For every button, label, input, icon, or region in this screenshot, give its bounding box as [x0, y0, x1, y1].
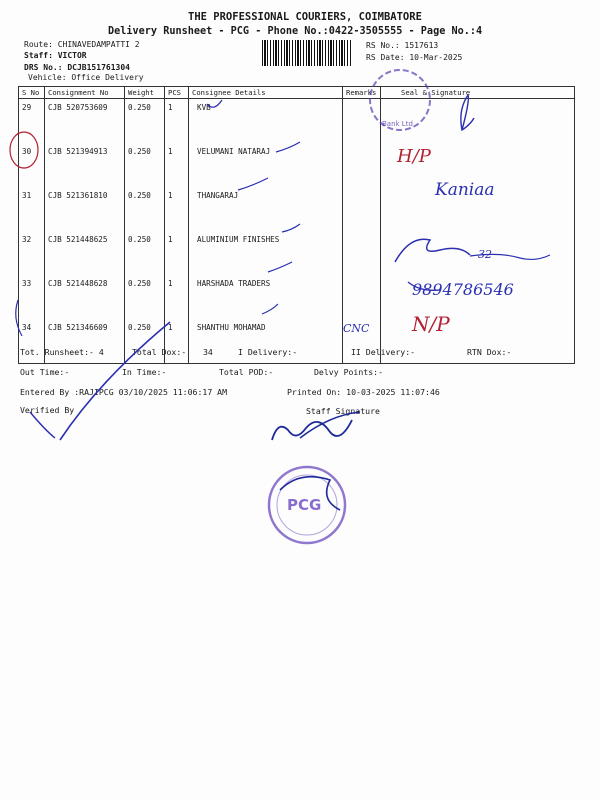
staff-info: Staff: VICTOR [24, 51, 87, 60]
verified-by: Verified By [20, 405, 75, 415]
cell-weight: 0.250 [125, 319, 165, 364]
staff-signature-stroke [272, 420, 352, 440]
entered-by: Entered By :RAJIPCG 03/10/2025 11:06:17 AM [20, 387, 228, 397]
col-header-seal: Seal & Signature [381, 87, 575, 99]
cell-consignment: CJB 521448628 [45, 275, 125, 319]
staff-signature-label: Staff Signature [306, 406, 380, 416]
rs-number: RS No.: 1517613 [366, 41, 439, 50]
col-header-consignee: Consignee Details [189, 87, 343, 99]
printed-on: Printed On: 10-03-2025 11:07:46 [287, 387, 440, 397]
in-time: In Time:- [122, 367, 167, 377]
cross-out-stroke [30, 412, 55, 438]
cell-sno: 34 [19, 319, 45, 364]
cell-pcs: 1 [165, 275, 189, 319]
i-delivery: I Delivery:- [238, 347, 298, 357]
barcode-image [262, 40, 352, 66]
cell-pcs: 1 [165, 99, 189, 144]
total-dox-label: Total Dox:- [132, 347, 187, 357]
delvy-points: Delvy Points:- [314, 367, 384, 377]
drs-info: DRS No.: DCJB151761304 [24, 63, 130, 72]
cell-consignee: KVB [189, 99, 343, 144]
cell-seal [381, 99, 575, 144]
phone-note: 9894786546 [412, 280, 514, 299]
cell-sno: 31 [19, 187, 45, 231]
cell-sno: 30 [19, 143, 45, 187]
table-header-row [19, 87, 575, 99]
runsheet-subtitle: Delivery Runsheet - PCG - Phone No.:0422-3505555 - Page No.:4 [108, 26, 483, 37]
ii-delivery: II Delivery:- [351, 347, 416, 357]
out-time: Out Time:- [20, 367, 70, 377]
cell-remarks [343, 187, 381, 231]
tot-runsheet: Tot. Runsheet:- 4 [20, 347, 104, 357]
cell-pcs: 1 [165, 143, 189, 187]
pcg-stamp-text: PCG [287, 496, 322, 514]
row32-signature-text: 32 [478, 248, 492, 261]
cell-weight: 0.250 [125, 187, 165, 231]
rs-date: RS Date: 10-Mar-2025 [366, 53, 463, 62]
col-header-weight: Weight [125, 87, 165, 99]
cell-consignee: SHANTHU MOHAMAD [189, 319, 343, 364]
total-dox-value: 34 [203, 347, 213, 357]
cell-pcs: 1 [165, 187, 189, 231]
cell-sno: 32 [19, 231, 45, 275]
cell-pcs: 1 [165, 231, 189, 275]
cell-consignment: CJB 521361810 [45, 187, 125, 231]
col-header-pcs: PCS [165, 87, 189, 99]
consignee-signature: Kaniaa [435, 180, 495, 200]
cell-consignee: ALUMINIUM FINISHES [189, 231, 343, 275]
col-header-remarks: Remarks [343, 87, 381, 99]
col-header-sno: S No [19, 87, 45, 99]
cnc-note: CNC [343, 322, 370, 335]
cell-pcs: 1 [165, 319, 189, 364]
rtn-dox: RTN Dox:- [467, 347, 512, 357]
cell-consignee: VELUMANI NATARAJ [189, 143, 343, 187]
vehicle-info: Vehicle: Office Delivery [28, 73, 144, 82]
cell-consignment: CJB 521346609 [45, 319, 125, 364]
col-header-consignment: Consignment No [45, 87, 125, 99]
route-info: Route: CHINAVEDAMPATTI 2 [24, 40, 140, 49]
cell-weight: 0.250 [125, 275, 165, 319]
cell-sno: 33 [19, 275, 45, 319]
cell-consignment: CJB 520753609 [45, 99, 125, 144]
cell-consignee: HARSHADA TRADERS [189, 275, 343, 319]
company-title: THE PROFESSIONAL COURIERS, COIMBATORE [188, 11, 422, 23]
cell-consignment: CJB 521394913 [45, 143, 125, 187]
cell-sno: 29 [19, 99, 45, 144]
cell-weight: 0.250 [125, 99, 165, 144]
cell-weight: 0.250 [125, 231, 165, 275]
cell-consignment: CJB 521448625 [45, 231, 125, 275]
cell-remarks [343, 99, 381, 144]
total-pod: Total POD:- [219, 367, 274, 377]
table-row [19, 99, 575, 144]
runsheet-table [18, 86, 575, 364]
cell-consignee: THANGARAJ [189, 187, 343, 231]
bank-stamp-text: Bank Ltd [382, 120, 413, 128]
cell-remarks [343, 275, 381, 319]
np-note: N/P [412, 312, 450, 336]
cell-weight: 0.250 [125, 143, 165, 187]
cell-remarks [343, 231, 381, 275]
cell-remarks [343, 143, 381, 187]
hp-note: H/P [397, 146, 431, 167]
